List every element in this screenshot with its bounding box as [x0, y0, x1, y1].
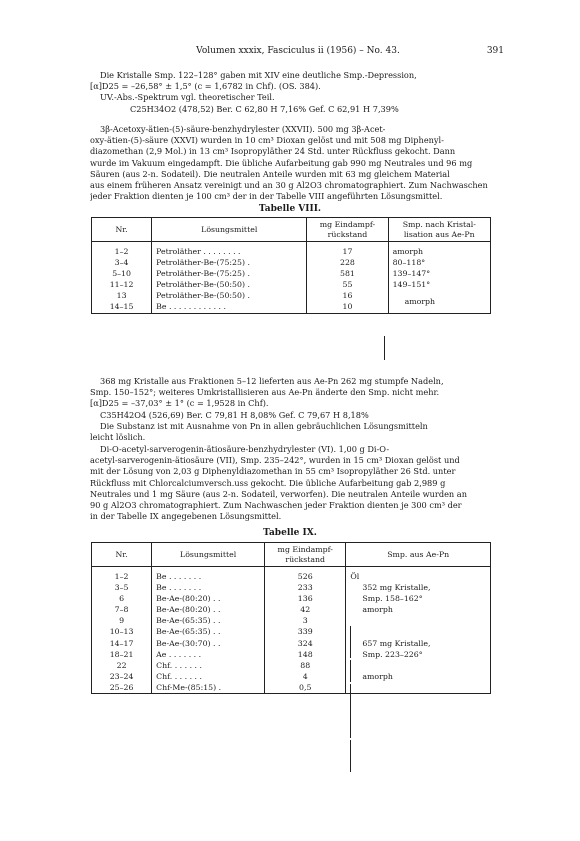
text-line: Die Substanz ist mit Ausnahme von Pn in allen gebräuchlichen Lösungsmitteln — [100, 420, 428, 431]
text-line: Säuren (aus 2-n. Sodateil). Die neutralen Anteile wurden mit 63 mg gleichem Material — [90, 168, 450, 179]
table-row — [92, 242, 491, 258]
cell-solvent: Be . . . . . . . — [152, 582, 265, 593]
cell-mp: 352 mg Kristalle, — [346, 582, 491, 593]
cell-mp: 149–151° — [388, 279, 490, 290]
text-line: Di-O-acetyl-sarverogenin-ätiosäure-benzhydrylester (VI). 1,00 g Di-O- — [100, 444, 390, 454]
text-line: Rückfluss mit Chlorcalciumversch.uss gekocht. Die übliche Aufarbeitung gab 2,989 g — [90, 477, 446, 488]
text-line: acetyl-sarverogenin-ätiosäure (VII), Smp. 235–242°, wurden in 15 cm³ Dioxan gelöst und — [90, 455, 460, 466]
cell-solvent: Petroläther-Be-(50:50) . — [152, 279, 307, 290]
cell-mp: 657 mg Kristalle, — [346, 638, 491, 649]
table-row — [92, 604, 491, 615]
paragraph-2 — [90, 124, 500, 202]
cell-solvent: Be . . . . . . . . . . . . — [152, 301, 307, 313]
table-row — [92, 290, 491, 301]
cell-residue: 228 — [307, 257, 388, 268]
table-row — [92, 582, 491, 593]
formula-line: C25H34O2 (478,52) Ber. C 62,80 H 7,16% Gef. C 62,91 H 7,39% — [130, 103, 399, 114]
cell-nr: 3–4 — [92, 257, 152, 268]
table-row — [92, 682, 491, 694]
cell-mp: amorph — [388, 242, 490, 258]
text-line: jeder Fraktion dienten je 100 cm³ der in der Tabelle VIII angeführten Lösungsmittel. — [90, 191, 443, 202]
text-line: 90 g Al2O3 chromatographiert. Zum Nachwaschen jeder Fraktion dienten je 300 cm³ der — [90, 500, 462, 511]
column-header: mg Eindampf-rückstand — [307, 218, 388, 242]
cell-nr: 25–26 — [92, 682, 152, 694]
table-ix — [91, 542, 491, 694]
cell-mp — [346, 615, 491, 626]
text-line: diazomethan (2,9 Mol.) in 13 cm³ Isopropyläther 24 Std. unter Rückfluss gekocht. Dann — [90, 146, 456, 157]
column-header: Nr. — [92, 543, 152, 567]
text-line: Die Kristalle Smp. 122–128° gaben mit XIV eine deutliche Smp.-Depression, — [100, 70, 417, 80]
column-header: Smp. nach Kristal-lisation aus Ae-Pn — [388, 218, 490, 242]
cell-solvent: Be-Ae-(65:35) . . — [152, 615, 265, 626]
cell-solvent: Petroläther-Be-(50:50) . — [152, 290, 307, 301]
cell-residue: 526 — [265, 567, 346, 583]
brace — [350, 740, 355, 772]
cell-solvent: Ae . . . . . . . — [152, 649, 265, 660]
cell-mp — [388, 301, 490, 313]
cell-residue: 233 — [265, 582, 346, 593]
column-header: Lösungsmittel — [152, 218, 307, 242]
table-caption: Tabelle VIII. — [258, 204, 322, 214]
table-row — [92, 593, 491, 604]
formula-line: C35H42O4 (526,69) Ber. C 79,81 H 8,08% Gef. C 79,67 H 8,18% — [100, 409, 369, 420]
text-line: aus einem früheren Ansatz vereinigt und an 30 g Al2O3 chromatographiert. Zum Nachwaschen — [90, 180, 488, 191]
page-number: 391 — [486, 46, 504, 56]
cell-residue: 88 — [265, 660, 346, 671]
cell-nr: 22 — [92, 660, 152, 671]
cell-solvent: Chf. . . . . . . — [152, 660, 265, 671]
cell-mp: Smp. 158–162° — [346, 593, 491, 604]
cell-mp: 80–118° — [388, 257, 490, 268]
table-row — [92, 626, 491, 637]
cell-residue: 0,5 — [265, 682, 346, 694]
cell-residue: 10 — [307, 301, 388, 313]
cell-nr: 7–8 — [92, 604, 152, 615]
cell-nr: 10–13 — [92, 626, 152, 637]
cell-solvent: Petroläther . . . . . . . . — [152, 242, 307, 258]
table-row — [92, 649, 491, 660]
cell-mp — [388, 290, 490, 307]
cell-solvent: Be-Ae-(80:20) . . — [152, 604, 265, 615]
cell-nr: 23–24 — [92, 671, 152, 682]
cell-residue: 42 — [265, 604, 346, 615]
cell-solvent: Be-Ae-(30:70) . . — [152, 638, 265, 649]
cell-nr: 1–2 — [92, 567, 152, 583]
cell-mp: Smp. 223–226° — [346, 649, 491, 660]
text-line: Neutrales und 1 mg Säure (aus 2-n. Sodateil, verworfen). Die neutralen Anteile wurden an — [90, 488, 467, 499]
cell-nr: 6 — [92, 593, 152, 604]
paragraph-4 — [90, 444, 500, 522]
text-line: in der Tabelle IX angegebenen Lösungsmittel. — [90, 511, 282, 522]
cell-nr: 3–5 — [92, 582, 152, 593]
table-caption: Tabelle IX. — [263, 528, 317, 538]
cell-residue: 3 — [265, 615, 346, 626]
cell-nr: 11–12 — [92, 279, 152, 290]
cell-mp — [346, 660, 491, 671]
text-line: 368 mg Kristalle aus Fraktionen 5–12 lieferten aus Ae-Pn 262 mg stumpfe Nadeln, — [100, 376, 444, 386]
table-row — [92, 660, 491, 671]
cell-nr: 5–10 — [92, 268, 152, 279]
cell-residue: 324 — [265, 638, 346, 649]
text-line: 3β-Acetoxy-ätien-(5)-säure-benzhydrylester (XXVII). 500 mg 3β-Acet- — [100, 124, 386, 134]
paragraph-3 — [90, 376, 500, 443]
cell-mp — [346, 626, 491, 637]
cell-nr: 13 — [92, 290, 152, 301]
brace — [350, 660, 355, 682]
column-header: mg Eindampf-rückstand — [265, 543, 346, 567]
table-row — [92, 638, 491, 649]
table-row — [92, 268, 491, 279]
text-line: Smp. 150–152°; weiteres Umkristallisieren aus Ae-Pn änderte den Smp. nicht mehr. — [90, 387, 440, 398]
cell-solvent: Petroläther-Be-(75:25) . — [152, 268, 307, 279]
text-line: leicht löslich. — [90, 432, 146, 443]
cell-solvent: Be-Ae-(65:35) . . — [152, 626, 265, 637]
text-line: UV.-Abs.-Spektrum vgl. theoretischer Teil. — [100, 92, 275, 103]
cell-mp: Öl — [346, 567, 491, 583]
cell-solvent: Be-Ae-(80:20) . . — [152, 593, 265, 604]
text-line: [α]D25 = –26,58° ± 1,5° (c = 1,6782 in Chf). (OS. 384). — [90, 81, 321, 92]
cell-residue: 55 — [307, 279, 388, 290]
table-row — [92, 615, 491, 626]
cell-solvent: Chf-Me-(85:15) . — [152, 682, 265, 694]
table-row — [92, 279, 491, 290]
cell-mp: 139–147° — [388, 268, 490, 279]
brace — [350, 626, 355, 658]
cell-mp-text: amorph — [404, 297, 436, 307]
cell-solvent: Petroläther-Be-(75:25) . — [152, 257, 307, 268]
cell-nr: 1–2 — [92, 242, 152, 258]
column-header: Smp. aus Ae-Pn — [346, 543, 491, 567]
cell-residue: 581 — [307, 268, 388, 279]
cell-residue: 17 — [307, 242, 388, 258]
cell-solvent: Chf. . . . . . . — [152, 671, 265, 682]
brace — [384, 336, 389, 360]
cell-residue: 339 — [265, 626, 346, 637]
table-row — [92, 567, 491, 583]
column-header: Nr. — [92, 218, 152, 242]
table-row — [92, 671, 491, 682]
cell-mp — [346, 682, 491, 694]
journal-title: Volumen xxxix, Fasciculus ii (1956) – No. 43. — [196, 46, 400, 56]
brace — [350, 684, 355, 738]
cell-nr: 9 — [92, 615, 152, 626]
text-line: [α]D25 = –37,03° ± 1° (c = 1,9528 in Chf). — [90, 398, 269, 409]
cell-nr: 14–15 — [92, 301, 152, 313]
text-line: oxy-ätien-(5)-säure (XXVI) wurden in 10 cm³ Dioxan gelöst und mit 508 mg Diphenyl- — [90, 135, 444, 146]
cell-residue: 148 — [265, 649, 346, 660]
cell-mp: amorph — [346, 671, 491, 682]
cell-mp: amorph — [346, 604, 491, 615]
text-line: mit der Lösung von 2,03 g Diphenyldiazomethan in 55 cm³ Isopropyläther 26 Std. unter — [90, 466, 456, 477]
cell-solvent: Be . . . . . . . — [152, 567, 265, 583]
paragraph-1 — [90, 70, 500, 115]
table-viii — [91, 217, 491, 314]
cell-residue: 136 — [265, 593, 346, 604]
table-row — [92, 257, 491, 268]
text-line: wurde im Vakuum eingedampft. Die übliche Aufarbeitung gab 990 mg Neutrales und 96 mg — [90, 157, 473, 168]
cell-nr: 18–21 — [92, 649, 152, 660]
cell-residue: 4 — [265, 671, 346, 682]
column-header: Lösungsmittel — [152, 543, 265, 567]
cell-residue: 16 — [307, 290, 388, 301]
cell-nr: 14–17 — [92, 638, 152, 649]
